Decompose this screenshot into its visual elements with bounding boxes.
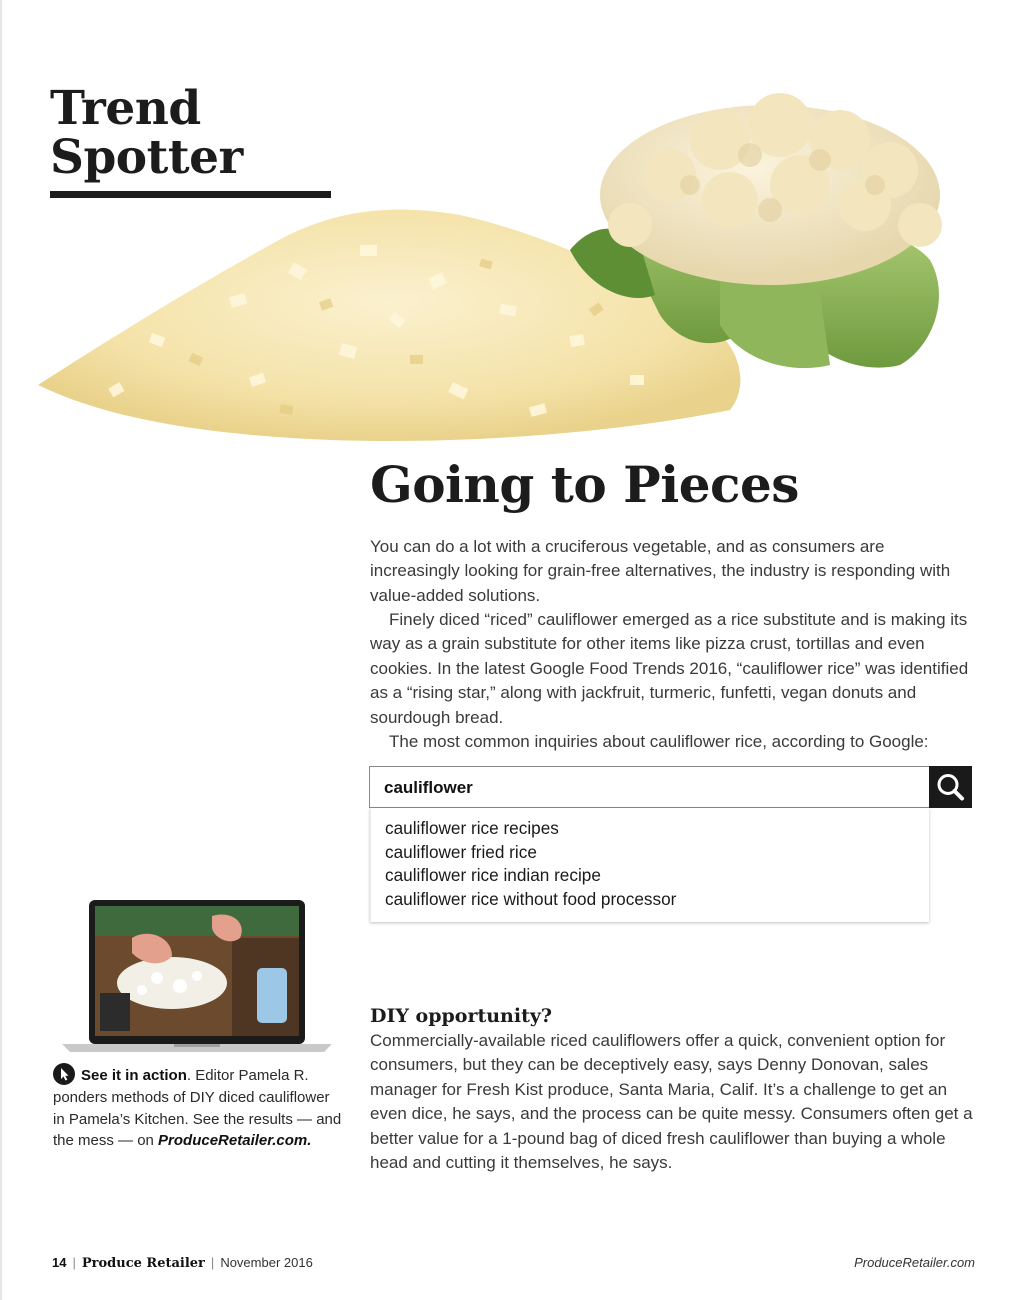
section-title: Trend Spotter <box>50 81 243 185</box>
article-paragraph: Commercially-available riced cauliflowers offer a quick, convenient option for consumers, but they can be deceptively easy, says Denny Donovan, sales manager for Fresh Kist produce, Santa Maria, Calif. It’s a challenge to get an even dice, he says, and the process can be quite messy. Consumers often get a better value for a 1-pound bag of diced fresh cauliflower than buying a whole head and cutting it themselves, he says. <box>370 1031 973 1173</box>
photo-caption <box>53 1063 343 1152</box>
search-icon <box>929 766 972 808</box>
article-headline: Going to Pieces <box>370 455 799 514</box>
search-suggestion[interactable]: cauliflower rice indian recipe <box>385 865 601 885</box>
page-edge-rule <box>0 0 2 1300</box>
page-number: 14 <box>52 1255 67 1270</box>
search-input[interactable]: cauliflower <box>384 778 473 797</box>
cursor-icon <box>53 1063 75 1085</box>
publication-name: Produce Retailer <box>81 1256 205 1271</box>
laptop-video-image <box>62 898 332 1053</box>
caption-lead: See it in action <box>81 1067 187 1084</box>
search-box[interactable] <box>369 766 972 808</box>
article-subhead: DIY opportunity? <box>370 1005 553 1027</box>
caption-site-link[interactable]: ProduceRetailer.com. <box>158 1132 312 1150</box>
caption-body: . Editor Pamela R. ponders methods of DIY diced cauliflower in Pamela’s Kitchen. See the results — and the mess — on <box>53 1067 342 1150</box>
article-paragraph: Finely diced “riced” cauliflower emerged as a rice substitute and is making its way as a grain substitute for other items like pizza crust, tortillas and even cookies. In the latest Google Food Trends 2016, “cauliflower rice” was identified as a “rising star,” along with jackfruit, turmeric, funfetti, vegan donuts and sourdough bread. <box>370 610 969 727</box>
footer-site: ProduceRetailer.com <box>854 1255 975 1270</box>
cauliflower-hero-image <box>30 81 990 465</box>
article-paragraph: The most common inquiries about cauliflower rice, according to Google: <box>389 732 929 751</box>
search-suggestions <box>370 808 929 922</box>
page-footer: 14 | Produce Retailer | November 2016 <box>52 1255 313 1271</box>
search-button[interactable] <box>929 766 972 808</box>
search-suggestion[interactable]: cauliflower rice recipes <box>385 818 559 838</box>
article-intro: You can do a lot with a cruciferous vegetable, and as consumers are increasingly looking for grain-free alternatives, the industry is responding with value-added solutions. <box>370 537 951 605</box>
search-suggestion[interactable]: cauliflower fried rice <box>385 841 537 862</box>
issue-date: November 2016 <box>220 1255 313 1270</box>
search-suggestion[interactable]: cauliflower rice without food processor <box>385 888 677 909</box>
